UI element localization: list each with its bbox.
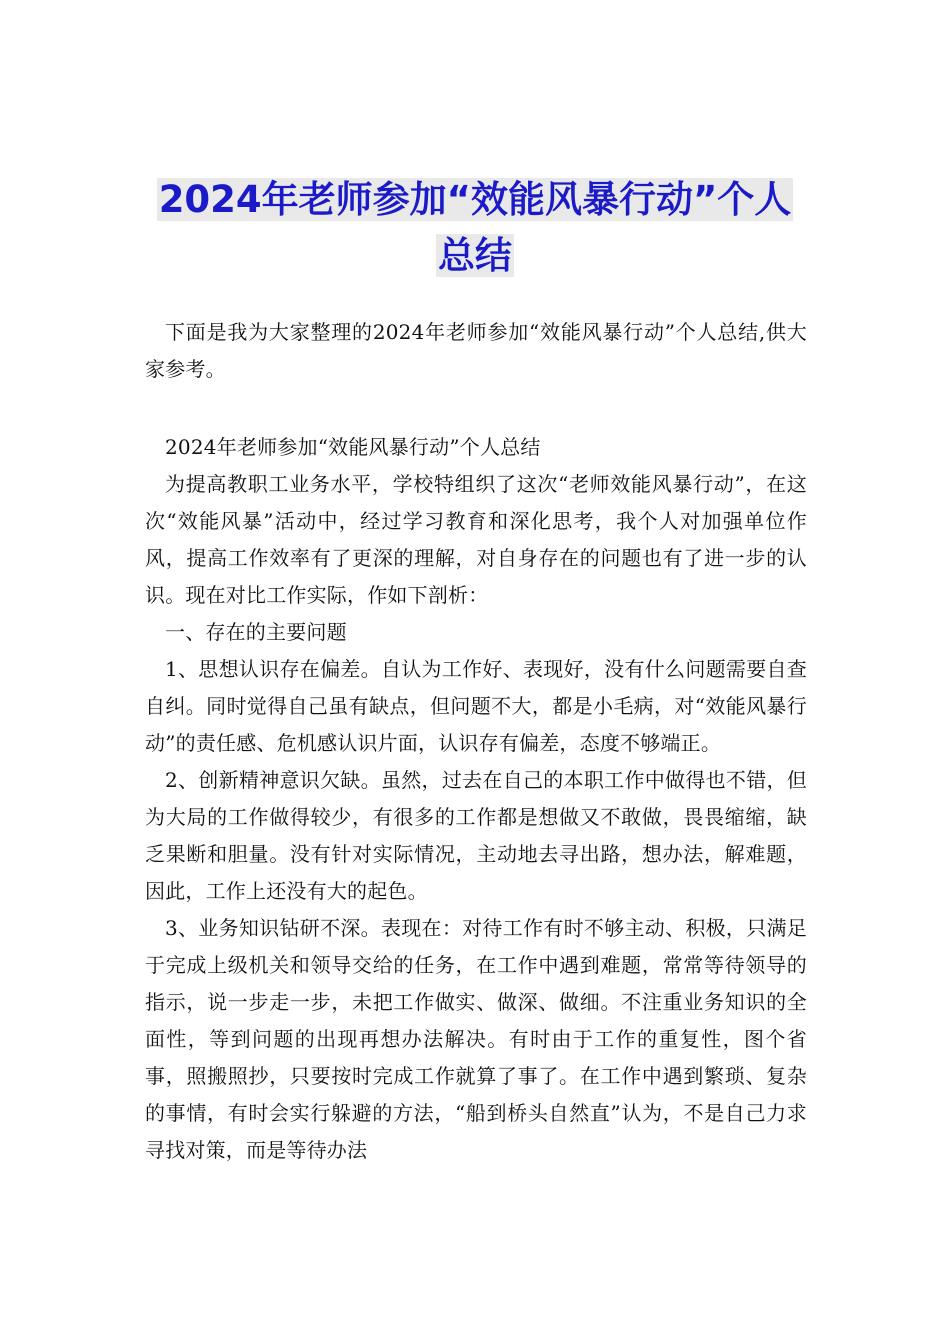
document-title [120, 172, 830, 284]
intro-paragraph: 下面是我为大家整理的2024年老师参加“效能风暴行动”个人总结,供大家参考。 [145, 320, 807, 381]
body-paragraph-1: 为提高教职工业务水平，学校特组织了这次“老师效能风暴行动”，在这次“效能风暴”活动中，经过学习教育和深化思考，我个人对加强单位作风，提高工作效率有了更深的理解，对自身存在的问题也有了进一步的认识。现在对比工作实际，作如下剖析： [145, 472, 807, 607]
problem-item-1: 1、思想认识存在偏差。自认为工作好、表现好，没有什么问题需要自查自纠。同时觉得自己虽有缺点，但问题不大，都是小毛病，对“效能风暴行动”的责任感、危机感认识片面，认识存有偏差，态度不够端正。 [145, 657, 807, 755]
document-body [145, 314, 807, 1169]
problem-item-2: 2、创新精神意识欠缺。虽然，过去在自己的本职工作中做得也不错，但为大局的工作做得较少，有很多的工作都是想做又不敢做，畏畏缩缩，缺乏果断和胆量。没有针对实际情况，主动地去寻出路，想办法，解难题，因此，工作上还没有大的起色。 [145, 768, 807, 903]
section-heading: 2024年老师参加“效能风暴行动”个人总结 [165, 435, 541, 459]
title-line-1: 2024年老师参加“效能风暴行动”个人 [158, 178, 792, 221]
problem-item-3: 3、业务知识钻研不深。表现在：对待工作有时不够主动、积极，只满足于完成上级机关和领导交给的任务，在工作中遇到难题，常常等待领导的指示，说一步走一步，未把工作做实、做深、做细。不注重业务知识的全面性，等到问题的出现再想办法解决。有时由于工作的重复性，图个省事，照搬照抄，只要按时完成工作就算了事了。在工作中遇到繁琐、复杂的事情，有时会实行躲避的方法，“船到桥头自然直”认为，不是自己力求寻找对策，而是等待办法 [145, 916, 807, 1162]
problems-heading: 一、存在的主要问题 [165, 620, 347, 644]
title-line-2: 总结 [438, 234, 512, 277]
